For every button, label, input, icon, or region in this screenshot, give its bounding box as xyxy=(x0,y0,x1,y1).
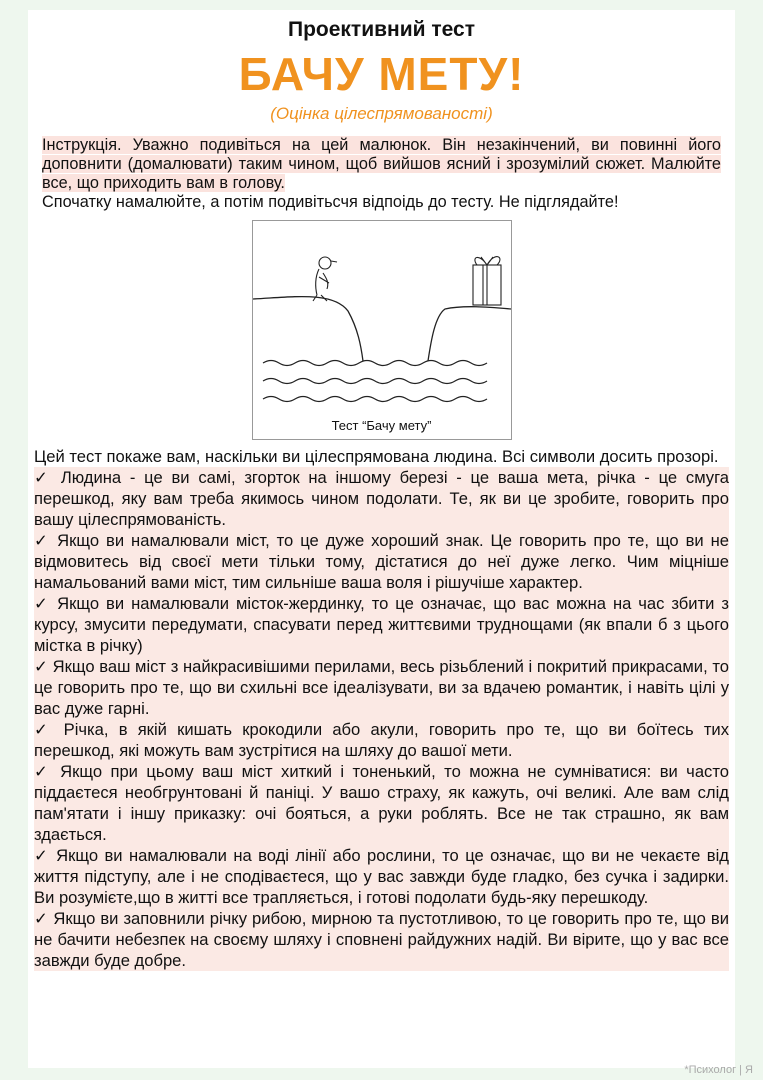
left-bank-line xyxy=(253,297,363,361)
interpretation-item: ✓ Якщо ви заповнили річку рибою, мирною та пустотливою, то це говорить про те, що ви не бачити небезпек на своєму шляху і сповнені райдужних надій. Ви вірите, що у вас все завжди буде добре. xyxy=(34,909,729,970)
right-bank-line xyxy=(428,307,511,361)
interpretation-item: ✓ Людина - це ви самі, згорток на іншому березі - це ваша мета, річка - це смуга перешкод, яку вам треба якимось чином подолати. Те, як ви це зробите, говорить про вашу цілеспрямованість. xyxy=(34,468,729,529)
test-title: БАЧУ МЕТУ! xyxy=(238,48,525,100)
person-figure xyxy=(313,257,337,301)
wave-line-3 xyxy=(263,397,487,402)
interpretation-item: ✓ Якщо ви намалювали місток-жердинку, то це означає, що вас можна на час збити з курсу, змусити передумати, спасувати перед життєвими труднощами (як впали б з цього містка в річку) xyxy=(34,594,729,655)
interpretation-item: ✓ Якщо ви намалювали на воді лінії або рослини, то це означає, що ви не чекаєте від життя підступу, але і не сподіваєтеся, що у вас завжди буде гладко, без сучка і задирки. Ви розумієте,що в житті все трапляється, і готові подолати будь-яку перешкоду. xyxy=(34,846,729,907)
intro-paragraph: Цей тест покаже вам, наскільки ви цілеспрямована людина. Всі символи досить прозорі. xyxy=(34,446,729,467)
river-drawing-image xyxy=(253,221,511,439)
test-drawing xyxy=(252,220,512,440)
instruction-warning: Спочатку намалюйте, а потім подивітьсчя відпоідь до тесту. Не підглядайте! xyxy=(42,193,619,211)
worksheet-page xyxy=(28,10,735,1068)
test-type-heading: Проективний тест xyxy=(287,18,476,41)
watermark: *Психолог | Я xyxy=(684,1064,753,1076)
test-subtitle: (Оцінка цілеспрямованості) xyxy=(270,104,493,123)
interpretation-item: ✓ Якщо ви намалювали міст, то це дуже хороший знак. Це говорить про те, що ви не відмовитесь від своєї мети тільки тому, дістатися до неї дуже легко. Чим міцніше намальований вами міст, тим сильніше ваша воля і рішучіше характер. xyxy=(34,531,729,592)
interpretation-item: ✓ Якщо при цьому ваш міст хиткий і тоненький, то можна не сумніватися: ви часто піддаєтеся необгрунтовані й паніці. У вашо страху, як кажуть, очі великі. Але вам слід пам'ятати і іншу приказку: очі бояться, а руки роблять. Все не так страшно, як вам здається. xyxy=(34,762,729,844)
gift-parcel xyxy=(473,257,501,305)
interpretation-item: ✓ Річка, в якій кишать крокодили або акули, говорить про те, що ви боїтесь тих перешкод, які можуть вам зустрітися на шляху до вашої мети. xyxy=(34,720,729,760)
interpretation-item: ✓ Якщо ваш міст з найкрасивішими перилами, весь різьблений і покритий прикрасами, то це говорить про те, що ви схильні все ідеалізувати, ви за вдачею романтик, і навіть цілі у вас дуже гарні. xyxy=(34,657,729,718)
wave-line-2 xyxy=(263,379,487,384)
instruction-text: Інструкція. Уважно подивіться на цей малюнок. Він незакінчений, ви повинні його доповнити (домалювати) таким чином, щоб вийшов ясний і зрозумілий сюжет. Малюйте все, що приходить вам в голову. xyxy=(42,136,721,192)
interpretation-text xyxy=(34,446,729,971)
figure-caption: Тест “Бачу мету” xyxy=(331,418,432,433)
instruction-block xyxy=(42,136,721,212)
wave-line-1 xyxy=(263,361,487,366)
